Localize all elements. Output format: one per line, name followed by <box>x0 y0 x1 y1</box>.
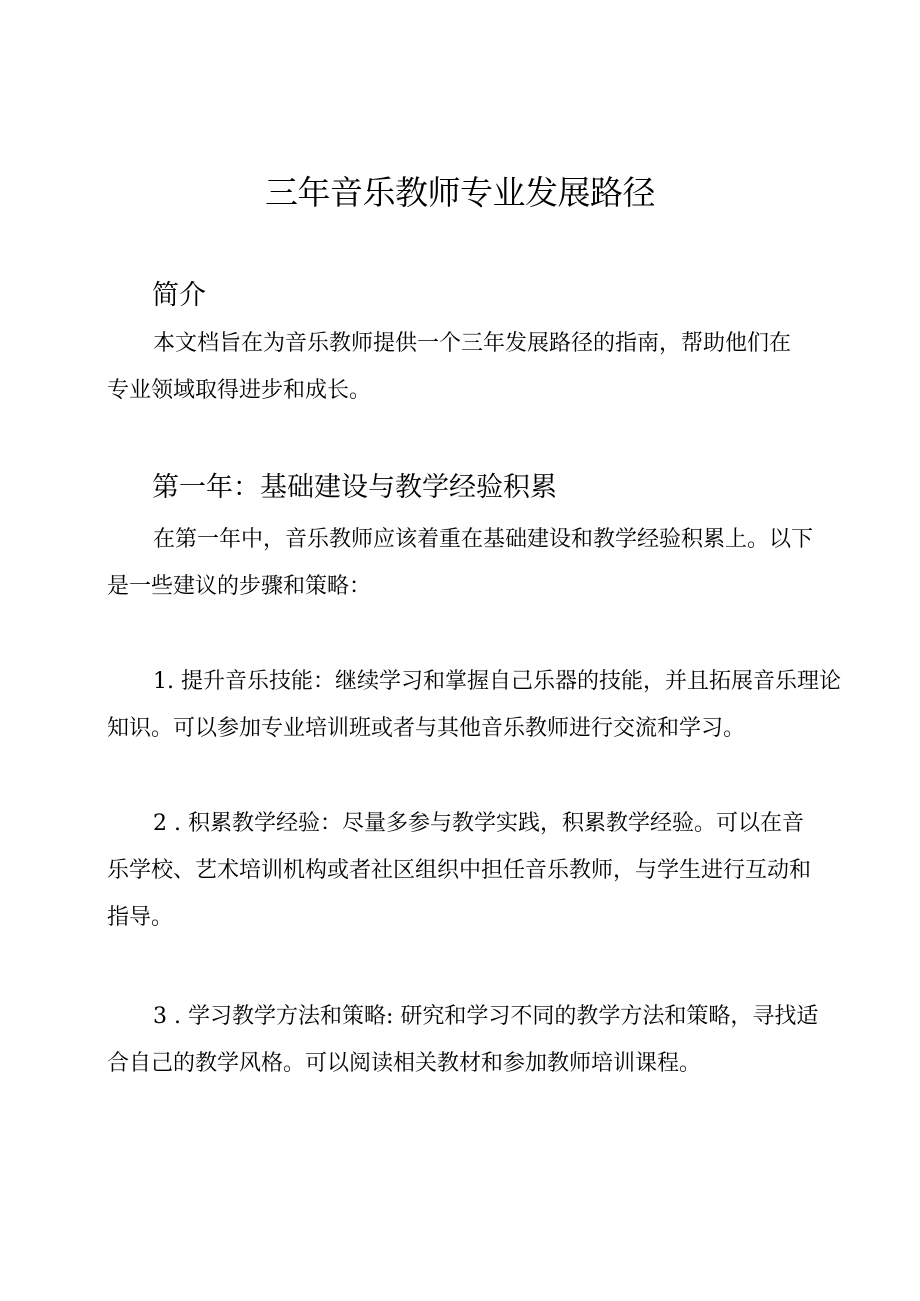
intro-paragraph: 本文档旨在为音乐教师提供一个三年发展路径的指南，帮助他们在专业领域取得进步和成长。 <box>107 331 792 403</box>
step-1-paragraph: 1. 提升音乐技能：继续学习和掌握自己乐器的技能，并且拓展音乐理论知识。可以参加专业培训班或者与其他音乐教师进行交流和学习。 <box>107 669 841 741</box>
year-one-intro-paragraph: 在第一年中，音乐教师应该着重在基础建设和教学经验积累上。以下是一些建议的步骤和策略： <box>107 527 814 599</box>
section-heading-year-one: 第一年：基础建设与教学经验积累 <box>152 472 557 503</box>
document-title: 三年音乐教师专业发展路径 <box>265 173 655 212</box>
step-2-paragraph: 2 . 积累教学经验：尽量多参与教学实践，积累教学经验。可以在音乐学校、艺术培训机构或者社区组织中担任音乐教师，与学生进行互动和指导。 <box>107 811 812 930</box>
step-3-paragraph: 3 . 学习教学方法和策略: 研究和学习不同的教学方法和策略，寻找适合自己的教学风格。可以阅读相关教材和参加教师培训课程。 <box>107 1004 819 1076</box>
section-heading-intro: 简介 <box>152 280 206 311</box>
